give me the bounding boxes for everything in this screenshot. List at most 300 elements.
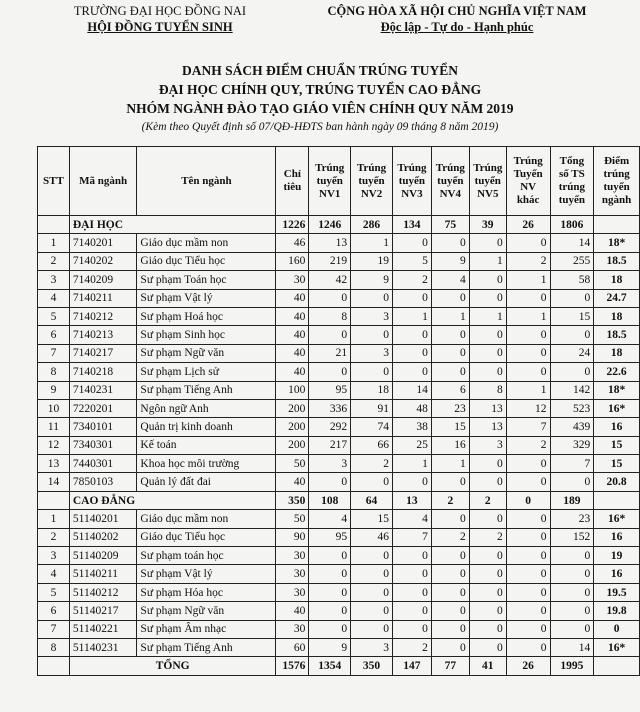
table-cell: 523 [550, 399, 594, 417]
column-header: Trúng tuyển NV1 [309, 147, 351, 216]
table-cell: 40 [276, 602, 309, 620]
table-cell: 0 [392, 547, 431, 565]
table-cell: 0 [431, 620, 469, 638]
section-total-cell: 350 [276, 491, 309, 509]
table-cell: 0 [506, 602, 550, 620]
table-cell: 3 [469, 436, 506, 454]
table-cell: 22.6 [594, 363, 640, 381]
table-cell: 0 [469, 234, 506, 252]
table-cell: 42 [309, 271, 351, 289]
table-cell: 2 [38, 252, 70, 270]
table-cell: 7850103 [69, 473, 137, 491]
table-cell: 0 [431, 583, 469, 601]
table-row [38, 326, 640, 344]
column-header: Tổng số TS trúng tuyển [550, 147, 594, 216]
table-cell: 200 [276, 418, 309, 436]
table-cell: 0 [309, 547, 351, 565]
table-cell: 0 [392, 602, 431, 620]
table-cell: 1 [506, 271, 550, 289]
table-cell: 0 [506, 638, 550, 656]
section-total-cell: 39 [469, 216, 506, 234]
table-cell: 14 [38, 473, 70, 491]
table-cell: 16 [594, 418, 640, 436]
table-cell: 0 [550, 289, 594, 307]
table-cell: 7140211 [69, 289, 137, 307]
table-cell: Giáo dục Tiểu học [137, 528, 276, 546]
table-cell: 0 [431, 547, 469, 565]
table-cell: 51140202 [69, 528, 137, 546]
table-cell: 51140221 [69, 620, 137, 638]
table-cell: 2 [38, 528, 70, 546]
table-row [38, 363, 640, 381]
table-cell: 19.8 [594, 602, 640, 620]
table-cell: 0 [506, 547, 550, 565]
table-row [38, 547, 640, 565]
table-cell: 219 [309, 252, 351, 270]
section-total-cell: 13 [392, 491, 431, 509]
table-cell: 0 [469, 344, 506, 362]
table-cell: 51140209 [69, 547, 137, 565]
table-cell: 5 [38, 583, 70, 601]
table-cell: 6 [431, 381, 469, 399]
table-cell: 14 [550, 638, 594, 656]
table-row [38, 234, 640, 252]
grand-total-row [38, 657, 640, 675]
section-total-cell: 0 [506, 491, 550, 509]
section-total-cell: 26 [506, 657, 550, 675]
section-total-cell: 350 [351, 657, 393, 675]
table-cell: 5 [392, 252, 431, 270]
table-row [38, 473, 640, 491]
table-cell: 7 [38, 344, 70, 362]
section-total-cell: 134 [392, 216, 431, 234]
table-cell: 12 [506, 399, 550, 417]
table-cell: 0 [469, 455, 506, 473]
table-cell: Sư phạm Tiếng Anh [137, 381, 276, 399]
section-total-cell: 64 [351, 491, 393, 509]
table-row [38, 528, 640, 546]
table-cell: 18* [594, 381, 640, 399]
table-cell: 0 [392, 473, 431, 491]
issuer-header [40, 3, 280, 35]
section-total-cell: 1354 [309, 657, 351, 675]
table-cell: Quản lý đất đai [137, 473, 276, 491]
table-cell: 4 [38, 289, 70, 307]
column-header: STT [38, 147, 70, 216]
column-header: Trúng tuyển NV4 [431, 147, 469, 216]
table-cell: 2 [469, 528, 506, 546]
table-cell: 15 [431, 418, 469, 436]
table-cell: 12 [38, 436, 70, 454]
table-cell: Quản trị kinh doanh [137, 418, 276, 436]
table-cell: 0 [351, 289, 393, 307]
table-cell: 50 [276, 510, 309, 528]
table-cell: 16 [594, 565, 640, 583]
table-row [38, 602, 640, 620]
section-total-cell: 1576 [276, 657, 309, 675]
table-cell: 40 [276, 363, 309, 381]
table-cell: Sư phạm Sinh học [137, 326, 276, 344]
table-cell: 20.8 [594, 473, 640, 491]
table-cell: 7140212 [69, 307, 137, 325]
table-cell: 4 [38, 565, 70, 583]
table-cell: 7 [550, 455, 594, 473]
table-cell: 100 [276, 381, 309, 399]
table-cell: 15 [550, 307, 594, 325]
table-cell: 2 [392, 638, 431, 656]
motto: Độc lập - Tự do - Hạnh phúc [380, 20, 534, 34]
table-cell: 25 [392, 436, 431, 454]
section-total-cell: 75 [431, 216, 469, 234]
table-cell: 0 [309, 602, 351, 620]
table-cell: 0 [309, 583, 351, 601]
table-cell: 0 [469, 565, 506, 583]
table-cell: 7 [38, 620, 70, 638]
table-cell: 2 [392, 271, 431, 289]
table-cell: 0 [431, 638, 469, 656]
table-row [38, 307, 640, 325]
table-cell: 0 [506, 565, 550, 583]
table-cell: 51140212 [69, 583, 137, 601]
table-cell: Kế toán [137, 436, 276, 454]
table-cell: 1 [351, 234, 393, 252]
table-cell: 14 [392, 381, 431, 399]
table-cell: 0 [351, 602, 393, 620]
table-row [38, 565, 640, 583]
table-cell: 7140209 [69, 271, 137, 289]
table-cell: 0 [469, 510, 506, 528]
table-cell: 18 [351, 381, 393, 399]
table-cell: 95 [309, 381, 351, 399]
table-cell: 0 [550, 547, 594, 565]
section-row [38, 216, 640, 234]
table-header-row [38, 147, 640, 216]
table-cell: 0 [469, 638, 506, 656]
section-total-cell: 108 [309, 491, 351, 509]
table-cell: 7440301 [69, 455, 137, 473]
table-cell: 7 [392, 528, 431, 546]
table-cell: Sư phạm Vật lý [137, 565, 276, 583]
column-header: Trúng tuyển NV3 [392, 147, 431, 216]
table-cell: 30 [276, 583, 309, 601]
table-cell: 9 [351, 271, 393, 289]
section-label: TỔNG [69, 657, 276, 675]
empty-cell [38, 491, 70, 509]
section-total-cell: 77 [431, 657, 469, 675]
table-cell: 40 [276, 289, 309, 307]
table-cell: 16 [431, 436, 469, 454]
section-total-cell: 1226 [276, 216, 309, 234]
section-label: CAO ĐẲNG [69, 491, 276, 509]
column-header: Trúng tuyển NV2 [351, 147, 393, 216]
table-cell: 0 [469, 363, 506, 381]
table-cell: Sư phạm Hoá học [137, 307, 276, 325]
column-header: Điểm trúng tuyển ngành [594, 147, 640, 216]
section-row [38, 491, 640, 509]
table-cell: Giáo dục Tiểu học [137, 252, 276, 270]
table-cell: 15 [594, 436, 640, 454]
table-cell: 18 [594, 307, 640, 325]
table-cell: 0 [506, 344, 550, 362]
table-row [38, 455, 640, 473]
table-row [38, 638, 640, 656]
table-cell: 0 [506, 583, 550, 601]
table-cell: 1 [431, 307, 469, 325]
table-cell: 40 [276, 326, 309, 344]
table-cell: 9 [309, 638, 351, 656]
table-cell: 3 [351, 307, 393, 325]
table-row [38, 289, 640, 307]
table-cell: 0 [351, 363, 393, 381]
table-cell: Sư phạm Hóa học [137, 583, 276, 601]
table-cell: 40 [276, 473, 309, 491]
table-cell: 0 [431, 344, 469, 362]
doc-title-line3: NHÓM NGÀNH ĐÀO TẠO GIÁO VIÊN CHÍNH QUY NĂM 2019 [126, 101, 514, 116]
table-cell: 58 [550, 271, 594, 289]
table-cell: 0 [392, 620, 431, 638]
table-cell: 40 [276, 344, 309, 362]
table-cell: 1 [506, 381, 550, 399]
table-cell: Giáo dục mầm non [137, 510, 276, 528]
table-cell: 40 [276, 307, 309, 325]
table-cell: 152 [550, 528, 594, 546]
table-cell: 18.5 [594, 326, 640, 344]
table-cell: 0 [469, 583, 506, 601]
table-cell: 1 [392, 455, 431, 473]
table-cell: 142 [550, 381, 594, 399]
section-label: ĐẠI HỌC [69, 216, 276, 234]
table-cell: 0 [550, 473, 594, 491]
section-total-cell: 2 [431, 491, 469, 509]
table-cell: 66 [351, 436, 393, 454]
table-cell: 0 [469, 271, 506, 289]
empty-cell [38, 657, 70, 675]
table-cell: 16* [594, 399, 640, 417]
table-cell: Giáo dục mầm non [137, 234, 276, 252]
table-row [38, 381, 640, 399]
table-cell: 11 [38, 418, 70, 436]
table-cell: 0 [392, 326, 431, 344]
table-cell: Sư phạm Ngữ văn [137, 602, 276, 620]
table-cell: Sư phạm toán học [137, 547, 276, 565]
table-cell: 50 [276, 455, 309, 473]
table-row [38, 620, 640, 638]
table-cell: 51140231 [69, 638, 137, 656]
empty-cell [594, 491, 640, 509]
table-cell: 23 [550, 510, 594, 528]
column-header: Chỉ tiêu [276, 147, 309, 216]
section-total-cell: 1995 [550, 657, 594, 675]
table-cell: 0 [309, 473, 351, 491]
table-cell: 13 [309, 234, 351, 252]
table-cell: 0 [506, 510, 550, 528]
table-cell: 38 [392, 418, 431, 436]
table-cell: 0 [506, 363, 550, 381]
table-cell: 1 [431, 455, 469, 473]
national-header [292, 3, 622, 35]
table-cell: 7140202 [69, 252, 137, 270]
table-cell: 8 [38, 638, 70, 656]
table-cell: 15 [594, 455, 640, 473]
table-cell: 3 [38, 547, 70, 565]
table-cell: 3 [309, 455, 351, 473]
table-cell: 0 [431, 473, 469, 491]
table-cell: 0 [550, 565, 594, 583]
section-total-cell: 147 [392, 657, 431, 675]
table-row [38, 252, 640, 270]
table-cell: 0 [469, 289, 506, 307]
table-cell: 292 [309, 418, 351, 436]
table-cell: 2 [506, 252, 550, 270]
table-cell: 0 [431, 565, 469, 583]
table-cell: 19.5 [594, 583, 640, 601]
table-cell: 19 [351, 252, 393, 270]
table-cell: 0 [431, 602, 469, 620]
doc-title-line1: DANH SÁCH ĐIỂM CHUẨN TRÚNG TUYỂN [182, 63, 458, 78]
table-cell: 1 [506, 307, 550, 325]
table-cell: 160 [276, 252, 309, 270]
table-cell: 0 [469, 473, 506, 491]
table-cell: 0 [506, 289, 550, 307]
column-header: Trúng Tuyển NV khác [506, 147, 550, 216]
table-row [38, 418, 640, 436]
table-cell: 1 [469, 307, 506, 325]
table-cell: Sư phạm Lịch sử [137, 363, 276, 381]
table-cell: 13 [469, 418, 506, 436]
table-cell: 0 [506, 455, 550, 473]
table-cell: 0 [351, 565, 393, 583]
table-cell: 30 [276, 620, 309, 638]
council-name: HỘI ĐỒNG TUYỂN SINH [87, 20, 233, 34]
table-cell: 8 [469, 381, 506, 399]
table-cell: 0 [309, 565, 351, 583]
table-cell: 0 [469, 547, 506, 565]
table-cell: 0 [550, 583, 594, 601]
table-cell: 0 [392, 565, 431, 583]
table-cell: 255 [550, 252, 594, 270]
table-cell: 0 [431, 510, 469, 528]
table-cell: 7340301 [69, 436, 137, 454]
table-cell: 1 [469, 252, 506, 270]
table-cell: 0 [469, 326, 506, 344]
table-cell: 0 [351, 547, 393, 565]
table-cell: 0 [469, 602, 506, 620]
table-cell: 10 [38, 399, 70, 417]
table-cell: 6 [38, 326, 70, 344]
column-header: Trúng tuyển NV5 [469, 147, 506, 216]
table-cell: 5 [38, 307, 70, 325]
table-cell: 3 [38, 271, 70, 289]
table-cell: 0 [309, 289, 351, 307]
table-cell: 1 [392, 307, 431, 325]
table-row [38, 510, 640, 528]
column-header: Tên ngành [137, 147, 276, 216]
table-cell: 0 [351, 473, 393, 491]
university-name: TRƯỜNG ĐẠI HỌC ĐỒNG NAI [73, 4, 247, 18]
table-cell: 439 [550, 418, 594, 436]
table-cell: Sư phạm Vật lý [137, 289, 276, 307]
table-cell: 18.5 [594, 252, 640, 270]
table-cell: 0 [392, 289, 431, 307]
table-cell: Khoa học môi trường [137, 455, 276, 473]
table-cell: 0 [351, 326, 393, 344]
table-cell: 2 [351, 455, 393, 473]
table-cell: 18* [594, 234, 640, 252]
table-cell: 23 [431, 399, 469, 417]
table-cell: 4 [309, 510, 351, 528]
table-cell: Sư phạm Tiếng Anh [137, 638, 276, 656]
table-cell: 30 [276, 547, 309, 565]
table-cell: 91 [351, 399, 393, 417]
column-header: Mã ngành [69, 147, 137, 216]
section-total-cell: 189 [550, 491, 594, 509]
table-cell: 1 [38, 510, 70, 528]
table-cell: 24.7 [594, 289, 640, 307]
table-cell: 0 [392, 234, 431, 252]
table-cell: 329 [550, 436, 594, 454]
table-cell: 0 [392, 344, 431, 362]
table-cell: 0 [506, 473, 550, 491]
table-row [38, 583, 640, 601]
table-cell: 18 [594, 344, 640, 362]
table-cell: 9 [38, 381, 70, 399]
section-total-cell: 1246 [309, 216, 351, 234]
table-cell: 336 [309, 399, 351, 417]
table-cell: 0 [351, 583, 393, 601]
table-cell: 0 [506, 528, 550, 546]
table-cell: 0 [594, 620, 640, 638]
table-cell: 0 [309, 326, 351, 344]
empty-cell [594, 657, 640, 675]
section-total-cell: 41 [469, 657, 506, 675]
table-cell: 8 [309, 307, 351, 325]
table-cell: 6 [38, 602, 70, 620]
table-cell: 0 [392, 363, 431, 381]
table-cell: 46 [276, 234, 309, 252]
table-cell: 3 [351, 638, 393, 656]
table-cell: 7140231 [69, 381, 137, 399]
table-cell: 7140218 [69, 363, 137, 381]
table-row [38, 344, 640, 362]
table-cell: 0 [431, 289, 469, 307]
section-total-cell: 1806 [550, 216, 594, 234]
table-cell: 60 [276, 638, 309, 656]
table-cell: 0 [550, 620, 594, 638]
table-cell: 0 [469, 620, 506, 638]
table-cell: 2 [506, 436, 550, 454]
table-cell: 74 [351, 418, 393, 436]
table-cell: 19 [594, 547, 640, 565]
table-cell: 0 [550, 326, 594, 344]
table-cell: 7140213 [69, 326, 137, 344]
table-cell: 9 [431, 252, 469, 270]
table-cell: 16* [594, 510, 640, 528]
empty-cell [38, 216, 70, 234]
table-cell: 13 [38, 455, 70, 473]
table-row [38, 271, 640, 289]
table-cell: 30 [276, 271, 309, 289]
score-table [37, 146, 640, 676]
table-cell: 200 [276, 399, 309, 417]
table-cell: 51140201 [69, 510, 137, 528]
table-cell: 46 [351, 528, 393, 546]
table-cell: 14 [550, 234, 594, 252]
table-cell: 48 [392, 399, 431, 417]
table-cell: 0 [431, 234, 469, 252]
table-cell: 16 [594, 528, 640, 546]
table-cell: Ngôn ngữ Anh [137, 399, 276, 417]
table-cell: 90 [276, 528, 309, 546]
